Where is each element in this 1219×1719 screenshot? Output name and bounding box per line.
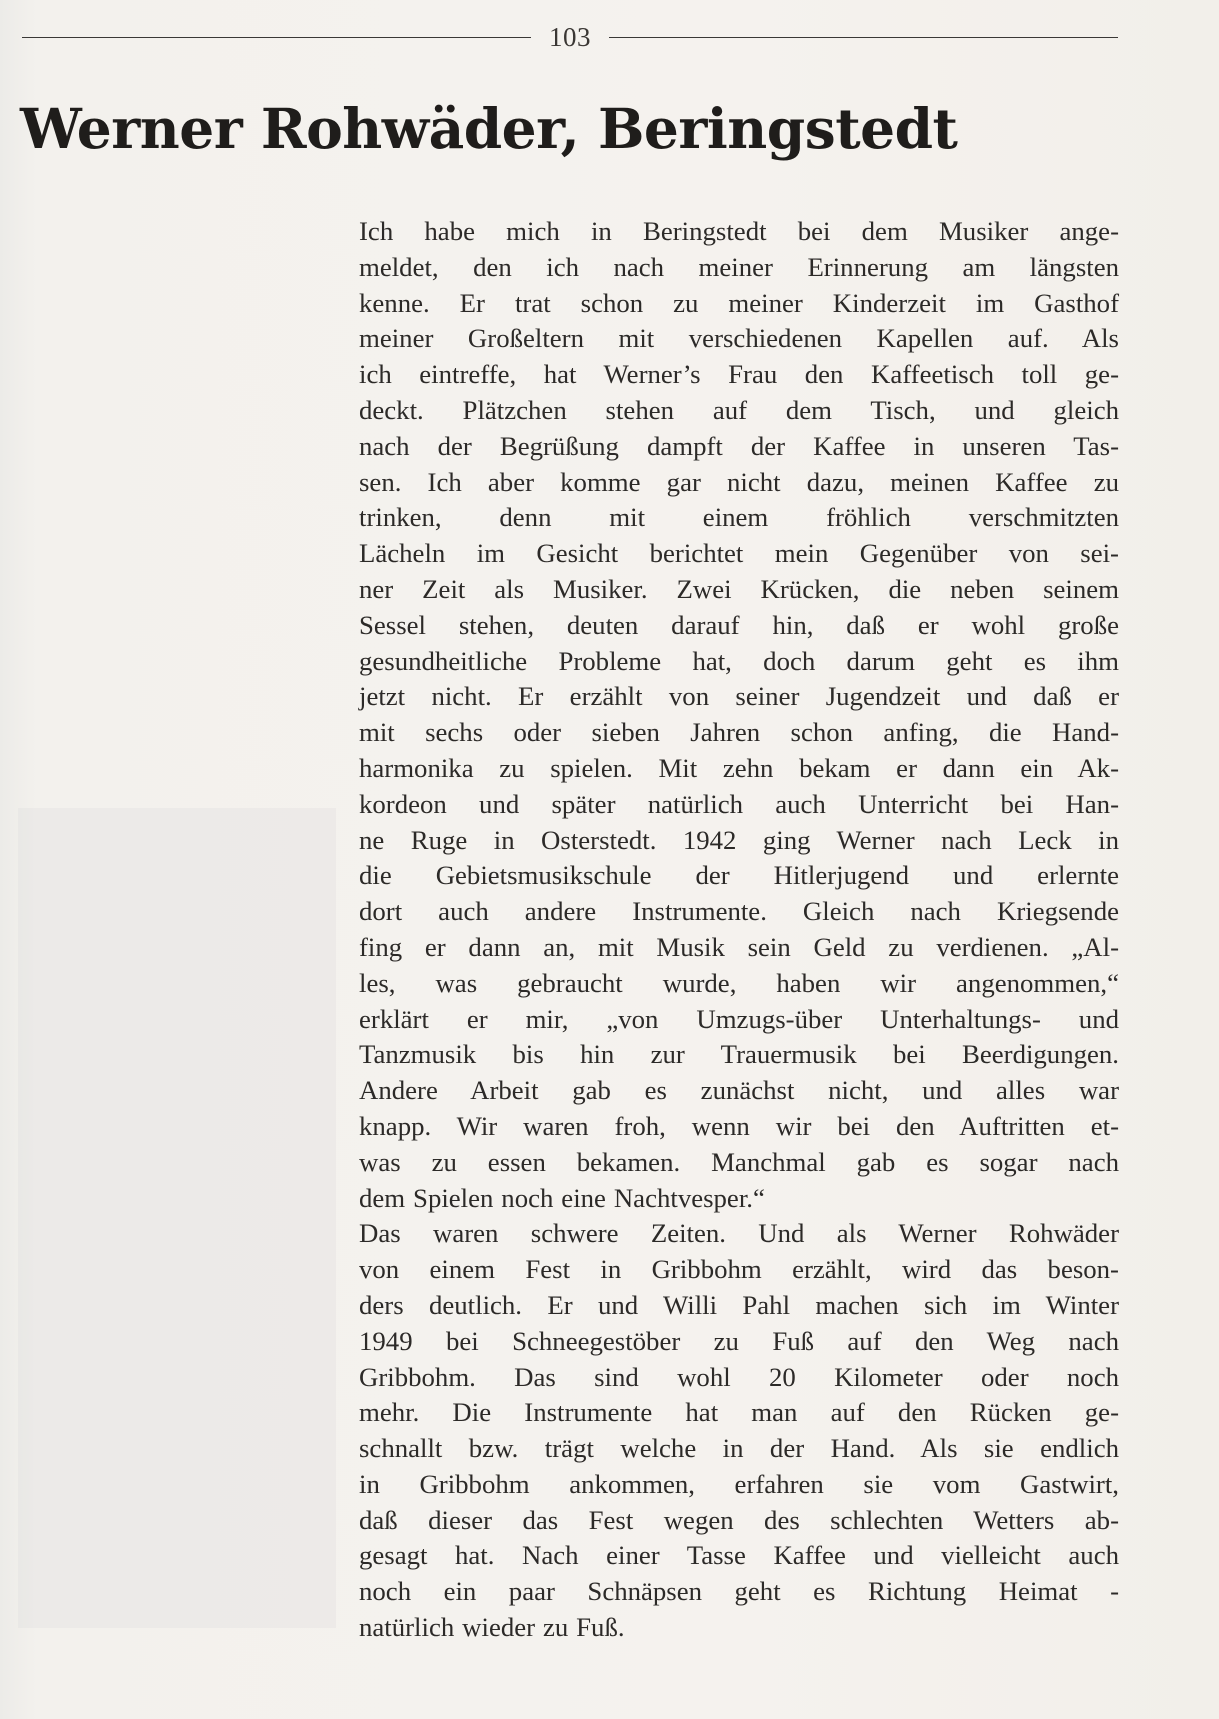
body-line: ne Ruge in Osterstedt. 1942 ging Werner nach Leck in — [359, 824, 1119, 855]
body-line: Tanzmusik bis hin zur Trauermusik bei Beerdigungen. — [359, 1039, 1119, 1070]
show-through-shading — [18, 808, 336, 1628]
body-line: Lächeln im Gesicht berichtet mein Gegenüber von sei- — [359, 538, 1119, 569]
body-line: mit sechs oder sieben Jahren schon anfing, die Hand- — [359, 717, 1119, 748]
body-line: in Gribbohm ankommen, erfahren sie vom Gastwirt, — [359, 1468, 1119, 1499]
page-number: 103 — [549, 21, 591, 52]
body-line: ders deutlich. Er und Willi Pahl machen sich im Winter — [359, 1289, 1119, 1320]
body-line: ner Zeit als Musiker. Zwei Krücken, die neben seinem — [359, 573, 1119, 604]
body-line: gesagt hat. Nach einer Tasse Kaffee und vielleicht auch — [359, 1540, 1119, 1571]
body-line: deckt. Plätzchen stehen auf dem Tisch, und gleich — [359, 394, 1119, 425]
body-line: trinken, denn mit einem fröhlich verschmitzten — [359, 502, 1119, 533]
body-line: les, was gebraucht wurde, haben wir angenommen,“ — [359, 967, 1119, 998]
body-line: schnallt bzw. trägt welche in der Hand. Als sie endlich — [359, 1433, 1119, 1464]
body-line: von einem Fest in Gribbohm erzählt, wird das beson- — [359, 1254, 1119, 1285]
body-line: dort auch andere Instrumente. Gleich nach Kriegsende — [359, 896, 1119, 927]
body-line: dem Spielen noch eine Nachtvesper.“ — [359, 1182, 765, 1213]
body-line: sen. Ich aber komme gar nicht dazu, meinen Kaffee zu — [359, 466, 1119, 497]
body-line: harmonika zu spielen. Mit zehn bekam er dann ein Ak- — [359, 752, 1119, 783]
page-header — [22, 22, 1118, 52]
body-line: Andere Arbeit gab es zunächst nicht, und alles war — [359, 1075, 1119, 1106]
body-line: erklärt er mir, „von Umzugs-über Unterhaltungs- und — [359, 1003, 1119, 1034]
body-line: Gribbohm. Das sind wohl 20 Kilometer oder noch — [359, 1361, 1119, 1392]
body-line: noch ein paar Schnäpsen geht es Richtung Heimat - — [359, 1576, 1119, 1607]
body-line: ich eintreffe, hat Werner’s Frau den Kaffeetisch toll ge- — [359, 359, 1119, 390]
body-line: daß dieser das Fest wegen des schlechten Wetters ab- — [359, 1504, 1119, 1535]
body-line: Sessel stehen, deuten darauf hin, daß er wohl große — [359, 609, 1119, 640]
body-line: die Gebietsmusikschule der Hitlerjugend und erlernte — [359, 860, 1119, 891]
body-line: knapp. Wir waren froh, wenn wir bei den Auftritten et- — [359, 1110, 1119, 1141]
header-rule-left — [22, 37, 531, 38]
body-line: meldet, den ich nach meiner Erinnerung am längsten — [359, 251, 1119, 282]
body-line: jetzt nicht. Er erzählt von seiner Jugendzeit und daß er — [359, 681, 1119, 712]
header-rule-right — [609, 37, 1118, 38]
body-line: mehr. Die Instrumente hat man auf den Rücken ge- — [359, 1397, 1119, 1428]
body-line: nach der Begrüßung dampft der Kaffee in unseren Tas- — [359, 430, 1119, 461]
body-line: natürlich wieder zu Fuß. — [359, 1612, 625, 1643]
body-line: meiner Großeltern mit verschiedenen Kapellen auf. Als — [359, 323, 1119, 354]
body-line: Ich habe mich in Beringstedt bei dem Musiker ange- — [359, 216, 1119, 246]
article-title: Werner Rohwäder, Beringstedt — [20, 96, 958, 161]
body-line: fing er dann an, mit Musik sein Geld zu verdienen. „Al- — [359, 931, 1119, 962]
article-body — [359, 214, 1119, 1646]
body-line: gesundheitliche Probleme hat, doch darum geht es ihm — [359, 645, 1119, 676]
body-line: kenne. Er trat schon zu meiner Kinderzeit im Gasthof — [359, 287, 1119, 318]
body-line: 1949 bei Schneegestöber zu Fuß auf den Weg nach — [359, 1325, 1119, 1356]
body-line: kordeon und später natürlich auch Unterricht bei Han- — [359, 788, 1119, 819]
body-line: Das waren schwere Zeiten. Und als Werner Rohwäder — [359, 1218, 1119, 1249]
body-line: was zu essen bekamen. Manchmal gab es sogar nach — [359, 1146, 1119, 1177]
